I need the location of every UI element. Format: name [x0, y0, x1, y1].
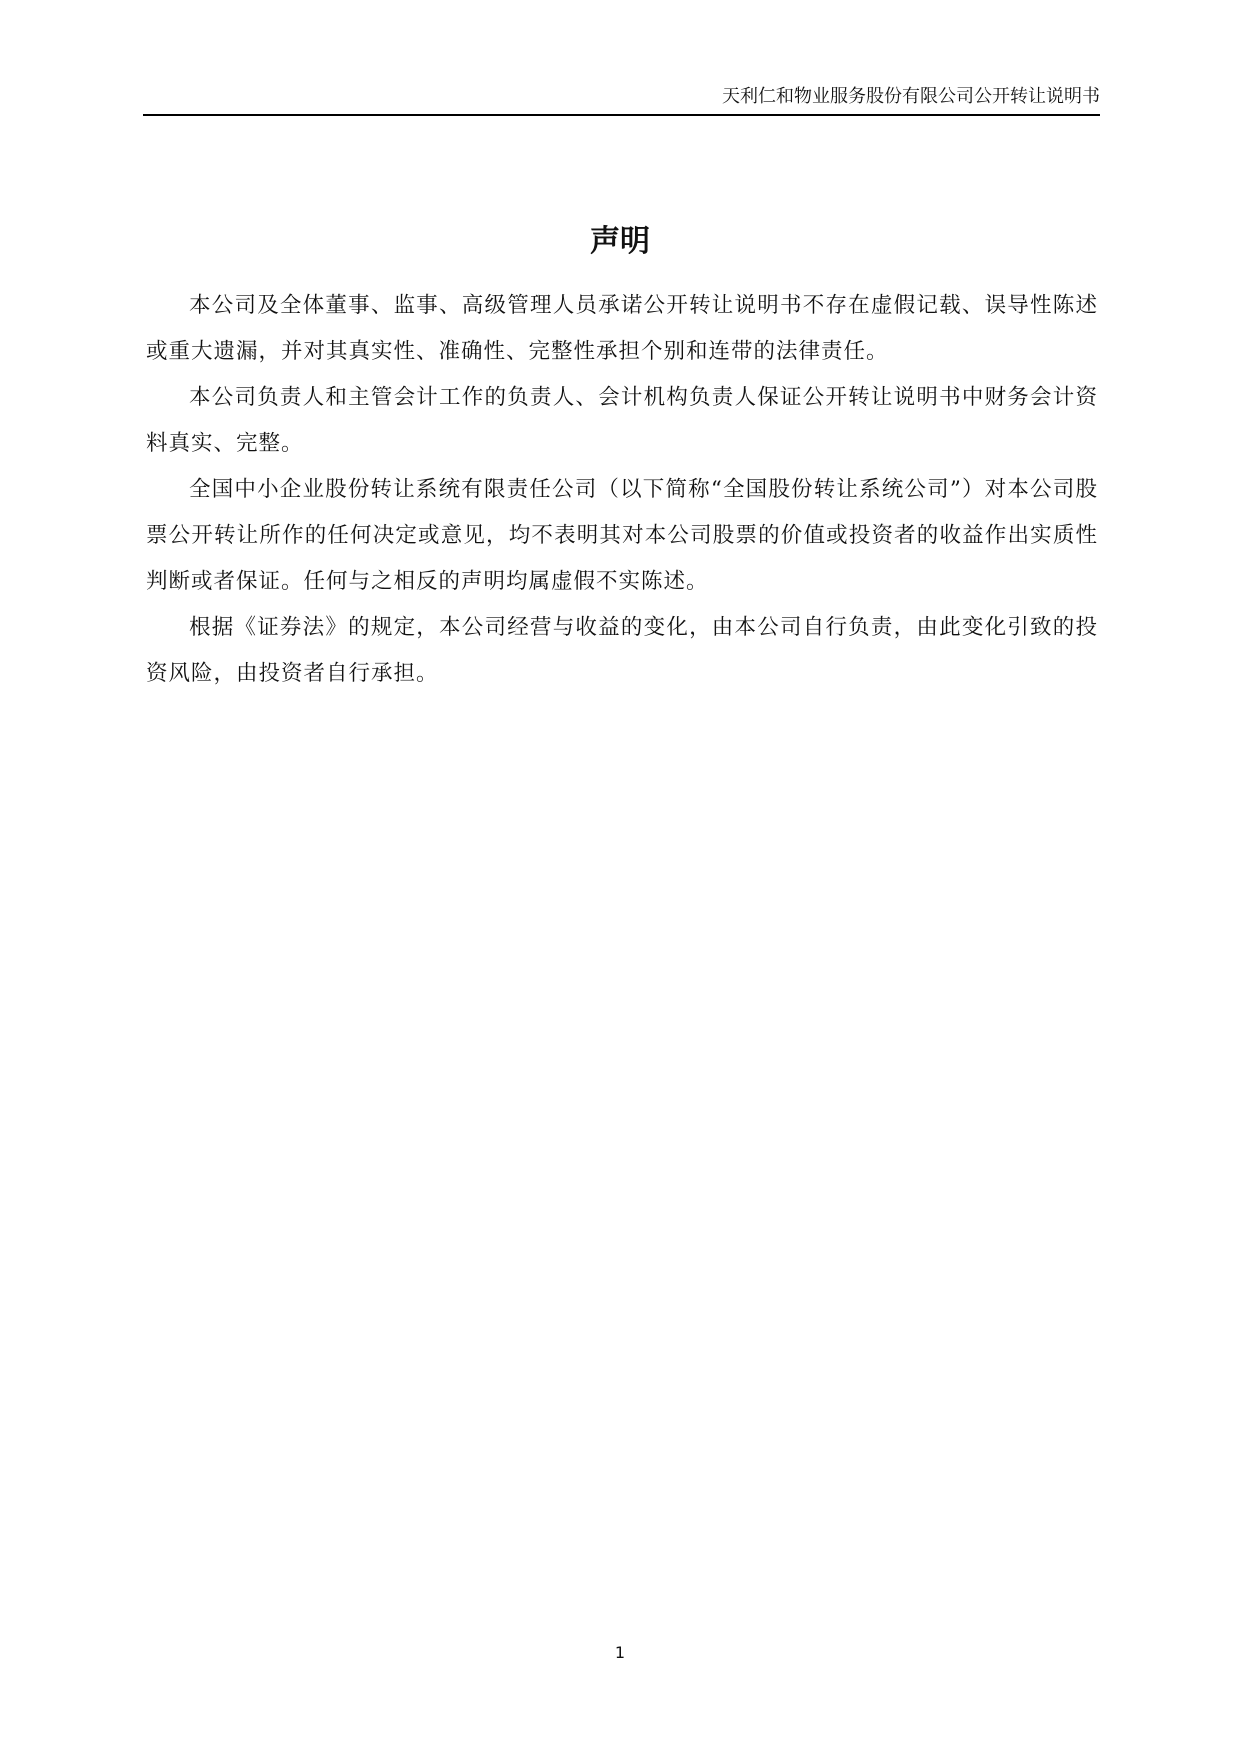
paragraph-4: 根据《证券法》的规定，本公司经营与收益的变化，由本公司自行负责，由此变化引致的投资风险，由投资者自行承担。	[146, 615, 1098, 686]
page-number: 1	[614, 1643, 626, 1662]
paragraph-2: 本公司负责人和主管会计工作的负责人、会计机构负责人保证公开转让说明书中财务会计资料真实、完整。	[146, 385, 1098, 456]
header-title: 天利仁和物业服务股份有限公司公开转让说明书	[722, 86, 1100, 107]
document-title: 声明	[590, 224, 650, 259]
paragraph-3: 全国中小企业股份转让系统有限责任公司（以下简称“全国股份转让系统公司”）对本公司股票公开转让所作的任何决定或意见，均不表明其对本公司股票的价值或投资者的收益作出实质性判断或者保证。任何与之相反的声明均属虚假不实陈述。	[146, 477, 1098, 594]
declaration-body	[146, 283, 1098, 697]
paragraph-1: 本公司及全体董事、监事、高级管理人员承诺公开转让说明书不存在虚假记载、误导性陈述或重大遗漏，并对其真实性、准确性、完整性承担个别和连带的法律责任。	[146, 293, 1098, 364]
page-header	[143, 86, 1100, 116]
